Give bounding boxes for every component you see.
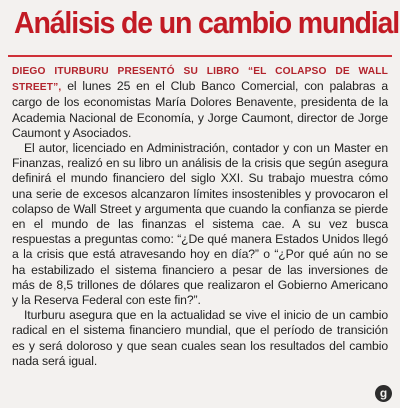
article-paragraph-2: El autor, licenciado en Administración, contador y con un Master en Finanzas, realizó en su libro un análisis de la crisis que según asegura definirá el mundo financiero del siglo XXI. Su trabajo muestra cómo una serie de excesos alcanzaron límites insostenibles y provocaron el colapso de Wall Street y argumenta que cuando la confianza se pierde en el mundo de las finanzas el sistema cae. A su vez busca respuestas a preguntas como: “¿De qué manera Estados Unidos llegó a la crisis que está atravesando hoy en día?” o “¿Por qué aún no se ha estabilizado el sistema financiero a pesar de las inversiones de más de 8,5 trillones de dólares que realizaron el Gobierno Americano y la Reserva Federal con este fin?”. (12, 141, 388, 308)
article-headline: Análisis de un cambio mundial (14, 5, 400, 40)
article-paragraph-3: Iturburu asegura que en la actualidad se vive el inicio de un cambio radical en el sistema financiero mundial, que el período de transición es y será doloroso y que sean cuales sean los resultados del cambio nada será igual. (12, 308, 388, 368)
headline-rule (8, 55, 392, 57)
end-of-article-icon: g (375, 385, 392, 402)
article-paragraph-1 (12, 63, 388, 141)
article-paragraph-1-text: el lunes 25 en el Club Banco Comercial, con palabras a cargo de los economistas María Dolores Benavente, presidenta de la Academia Nacional de Economía, y Jorge Caumont, director de Jorge Caumont y Asociados. (12, 79, 388, 140)
article-body (12, 63, 388, 369)
article-lead-in: DIEGO ITURBURU PRESENTÓ SU LIBRO “EL COLAPSO DE WALL STREET”, (12, 66, 388, 94)
